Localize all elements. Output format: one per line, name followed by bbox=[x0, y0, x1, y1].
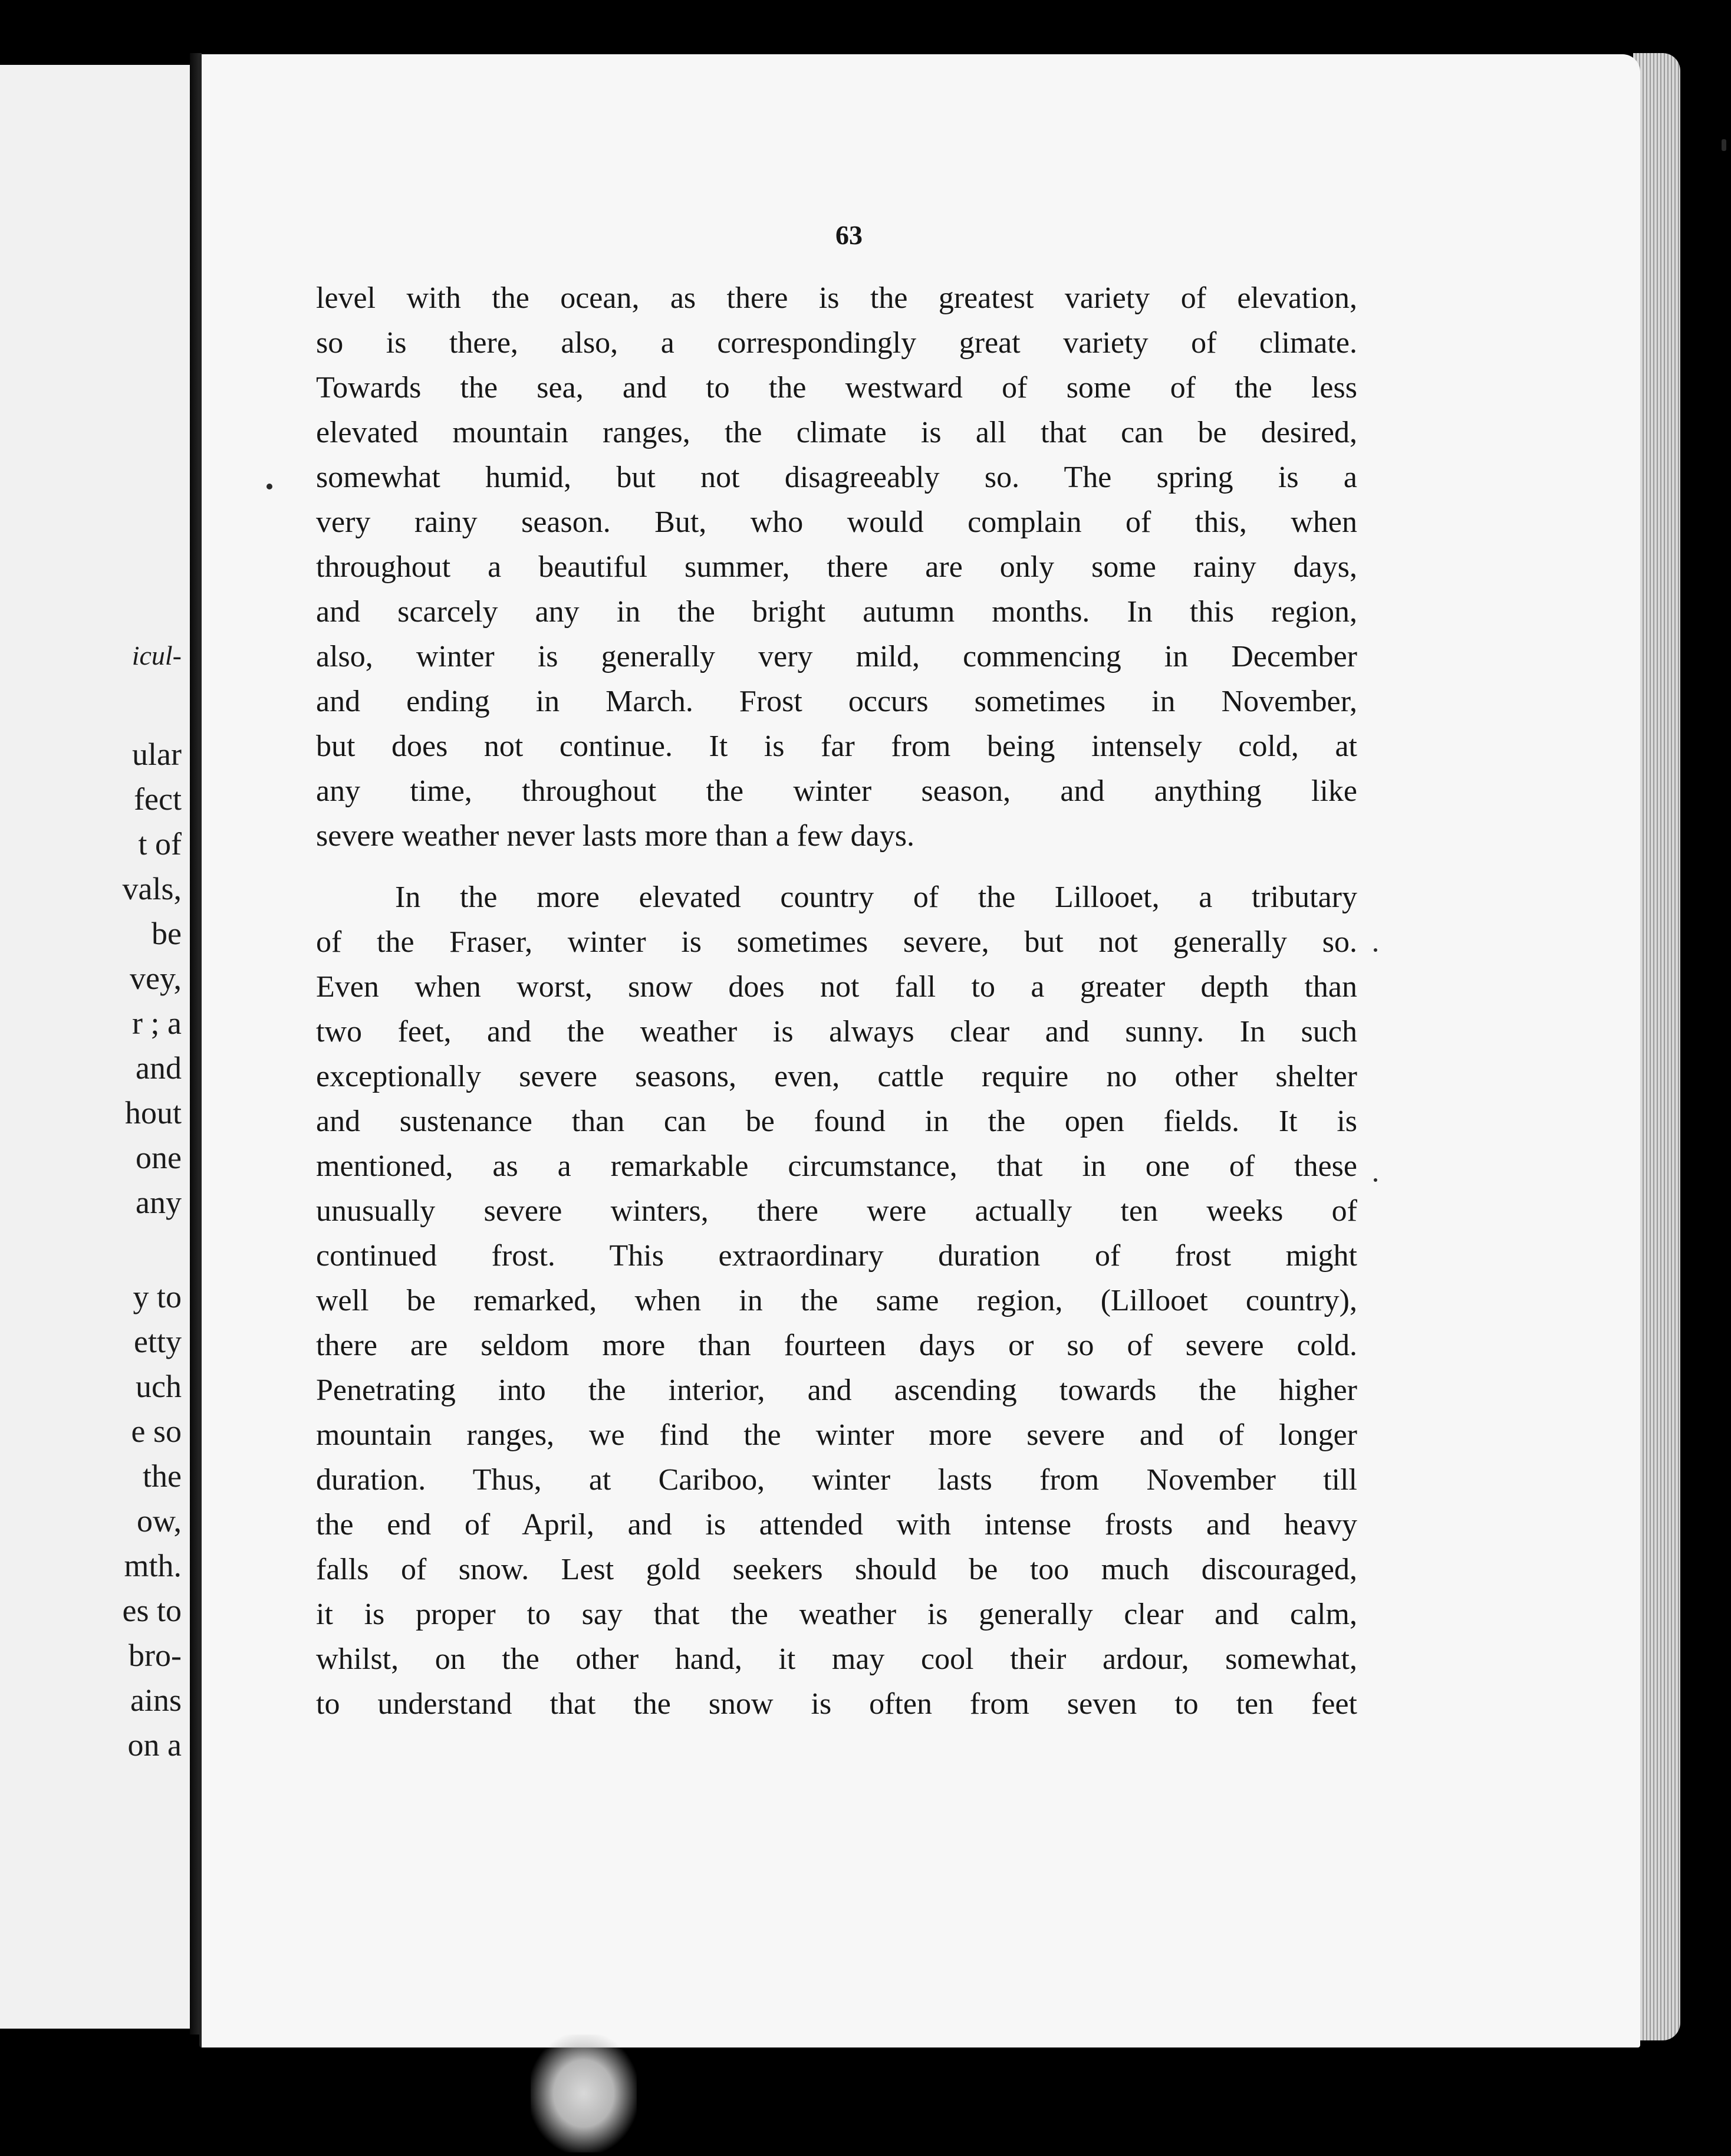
text-line: throughout a beautiful summer, there are only some rainy days, bbox=[316, 550, 1357, 584]
text-line: but does not continue. It is far from being intensely cold, at bbox=[316, 729, 1357, 763]
left-fragment: and bbox=[136, 1050, 182, 1086]
paragraph-gap bbox=[316, 859, 1357, 875]
text-line: mountain ranges, we find the winter more severe and of longer bbox=[316, 1418, 1357, 1452]
page-edge-stack bbox=[1633, 53, 1680, 2040]
text-line: Towards the sea, and to the westward of some of the less bbox=[316, 371, 1357, 405]
text-line: duration. Thus, at Cariboo, winter lasts from November till bbox=[316, 1463, 1357, 1497]
text-line: unusually severe winters, there were actually ten weeks of bbox=[316, 1194, 1357, 1228]
text-line: any time, throughout the winter season, and anything like bbox=[316, 774, 1357, 808]
left-fragment: any bbox=[136, 1185, 182, 1220]
text-line: so is there, also, a correspondingly great variety of climate. bbox=[316, 326, 1357, 360]
text-line: of the Fraser, winter is sometimes severe, but not generally so. bbox=[316, 925, 1357, 959]
ink-speck bbox=[1374, 1178, 1377, 1182]
text-line: the end of April, and is attended with intense frosts and heavy bbox=[316, 1508, 1357, 1542]
text-line: somewhat humid, but not disagreeably so. The spring is a bbox=[316, 461, 1357, 494]
text-line: Even when worst, snow does not fall to a greater depth than bbox=[316, 970, 1357, 1004]
paragraph-climate-interior bbox=[316, 875, 1357, 1727]
text-line: well be remarked, when in the same region, (Lillooet country), bbox=[316, 1284, 1357, 1317]
left-fragment: vals, bbox=[122, 871, 182, 906]
left-fragment: ular bbox=[132, 737, 182, 772]
left-fragment: hout bbox=[124, 1095, 182, 1130]
text-line: it is proper to say that the weather is generally clear and calm, bbox=[316, 1598, 1357, 1631]
text-line: and sustenance than can be found in the open fields. It is bbox=[316, 1105, 1357, 1138]
text-line: very rainy season. But, who would complain of this, when bbox=[316, 505, 1357, 539]
ink-speck bbox=[266, 484, 272, 489]
left-fragment: t of bbox=[138, 826, 182, 862]
left-fragment: e so bbox=[131, 1414, 182, 1449]
left-fragment: mth. bbox=[124, 1548, 182, 1583]
text-line: continued frost. This extraordinary duration of frost might bbox=[316, 1239, 1357, 1273]
left-fragment: r ; a bbox=[132, 1005, 182, 1041]
left-fragment: bro- bbox=[129, 1638, 182, 1673]
text-line: mentioned, as a remarkable circumstance, that in one of these bbox=[316, 1149, 1357, 1183]
text-line: In the more elevated country of the Lillooet, a tributary bbox=[395, 880, 1357, 914]
left-fragment: on a bbox=[127, 1727, 182, 1763]
page-number: 63 bbox=[835, 220, 863, 250]
text-line: exceptionally severe seasons, even, cattle require no other shelter bbox=[316, 1060, 1357, 1093]
left-fragment: uch bbox=[136, 1369, 182, 1404]
text-line: there are seldom more than fourteen days or so of severe cold. bbox=[316, 1329, 1357, 1362]
left-fragment: vey, bbox=[130, 961, 182, 996]
ink-speck bbox=[1722, 139, 1726, 151]
left-fragment: ains bbox=[130, 1682, 182, 1718]
text-line: and scarcely any in the bright autumn months. In this region, bbox=[316, 595, 1357, 629]
text-line: level with the ocean, as there is the greatest variety of elevation, bbox=[316, 281, 1357, 315]
text-line: elevated mountain ranges, the climate is all that can be desired, bbox=[316, 416, 1357, 449]
text-line: to understand that the snow is often from seven to ten feet bbox=[316, 1687, 1357, 1721]
paragraph-climate-coast bbox=[316, 276, 1357, 859]
page-body-text bbox=[316, 276, 1357, 1727]
left-page-text-fragments bbox=[0, 65, 190, 2029]
text-line: falls of snow. Lest gold seekers should be too much discouraged, bbox=[316, 1553, 1357, 1586]
left-fragment: es to bbox=[122, 1593, 182, 1628]
left-facing-page bbox=[0, 65, 193, 2029]
left-fragment: be bbox=[152, 916, 182, 951]
left-fragment: icul- bbox=[131, 640, 182, 671]
left-fragment: fect bbox=[134, 781, 182, 817]
left-fragment: y to bbox=[133, 1279, 182, 1314]
left-fragment: etty bbox=[134, 1324, 182, 1359]
text-line: and ending in March. Frost occurs sometimes in November, bbox=[316, 685, 1357, 718]
left-fragment: ow, bbox=[137, 1503, 182, 1539]
text-line: Penetrating into the interior, and ascending towards the higher bbox=[316, 1373, 1357, 1407]
left-fragment: the bbox=[143, 1458, 182, 1494]
text-line: severe weather never lasts more than a few days. bbox=[316, 819, 914, 853]
scan-smudge bbox=[531, 2035, 637, 2152]
text-line: two feet, and the weather is always clear and sunny. In such bbox=[316, 1015, 1357, 1049]
text-line: whilst, on the other hand, it may cool their ardour, somewhat, bbox=[316, 1642, 1357, 1676]
text-line: also, winter is generally very mild, commencing in December bbox=[316, 640, 1357, 673]
ink-speck bbox=[1374, 948, 1377, 952]
left-fragment: one bbox=[136, 1140, 182, 1175]
